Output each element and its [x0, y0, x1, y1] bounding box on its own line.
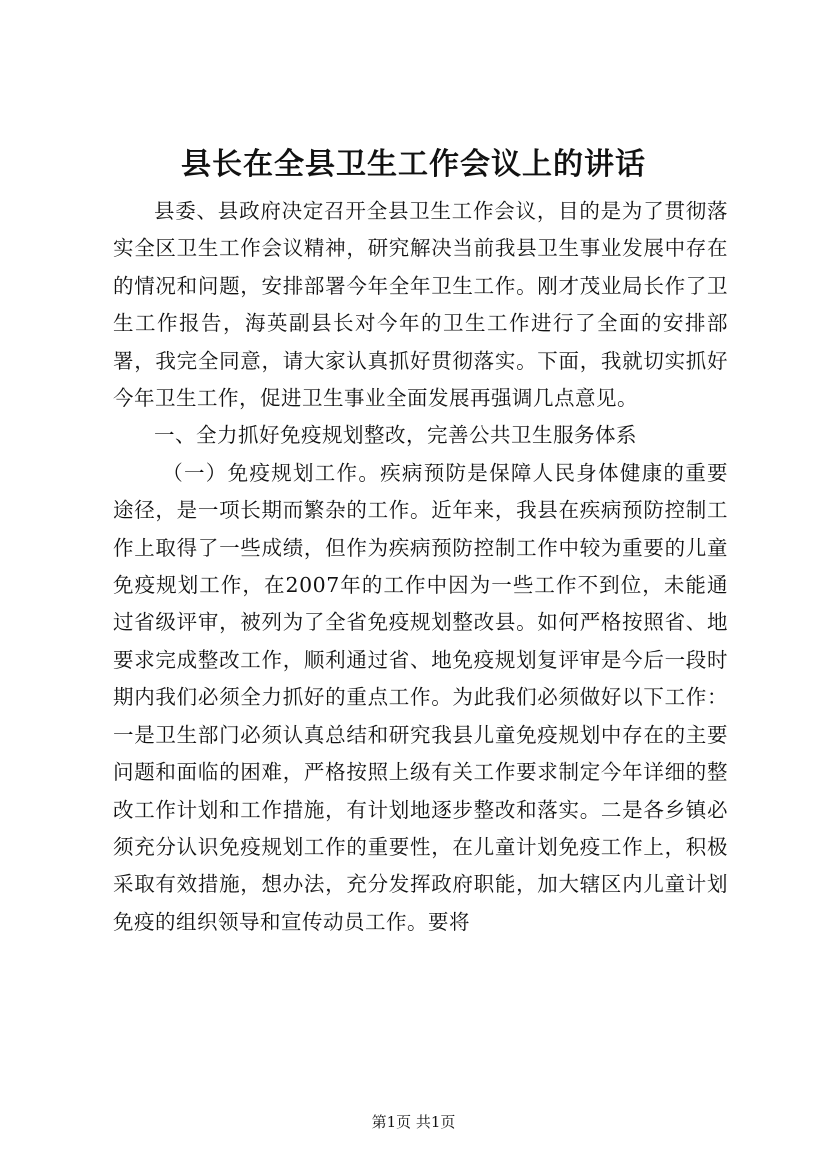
- document-body: [113, 193, 728, 941]
- document-title: 县长在全县卫生工作会议上的讲话: [181, 147, 646, 182]
- paragraph-intro: 县委、县政府决定召开全县卫生工作会议，目的是为了贯彻落实全区卫生工作会议精神，研究解决当前我县卫生事业发展中存在的情况和问题，安排部署今年全年卫生工作。刚才茂业局长作了卫生工作报告，海英副县长对今年的卫生工作进行了全面的安排部署，我完全同意，请大家认真抓好贯彻落实。下面，我就切实抓好今年卫生工作，促进卫生事业全面发展再强调几点意见。: [113, 199, 728, 411]
- page-number-footer: 第1页 共1页: [371, 1113, 456, 1131]
- section-heading-1: 一、全力抓好免疫规划整改，完善公共卫生服务体系: [154, 423, 637, 448]
- paragraph-immunization: （一）免疫规划工作。疾病预防是保障人民身体健康的重要途径，是一项长期而繁杂的工作。近年来，我县在疾病预防控制工作上取得了一些成绩，但作为疾病预防控制工作中较为重要的儿童免疫规划工作，在2007年的工作中因为一些工作不到位，未能通过省级评审，被列为了全省免疫规划整改县。如何严格按照省、地要求完成整改工作，顺利通过省、地免疫规划复评审是今后一段时期内我们必须全力抓好的重点工作。为此我们必须做好以下工作：一是卫生部门必须认真总结和研究我县儿童免疫规划中存在的主要问题和面临的困难，严格按照上级有关工作要求制定今年详细的整改工作计划和工作措施，有计划地逐步整改和落实。二是各乡镇必须充分认识免疫规划工作的重要性，在儿童计划免疫工作上，积极采取有效措施，想办法，充分发挥政府职能，加大辖区内儿童计划免疫的组织领导和宣传动员工作。要将: [113, 460, 728, 934]
